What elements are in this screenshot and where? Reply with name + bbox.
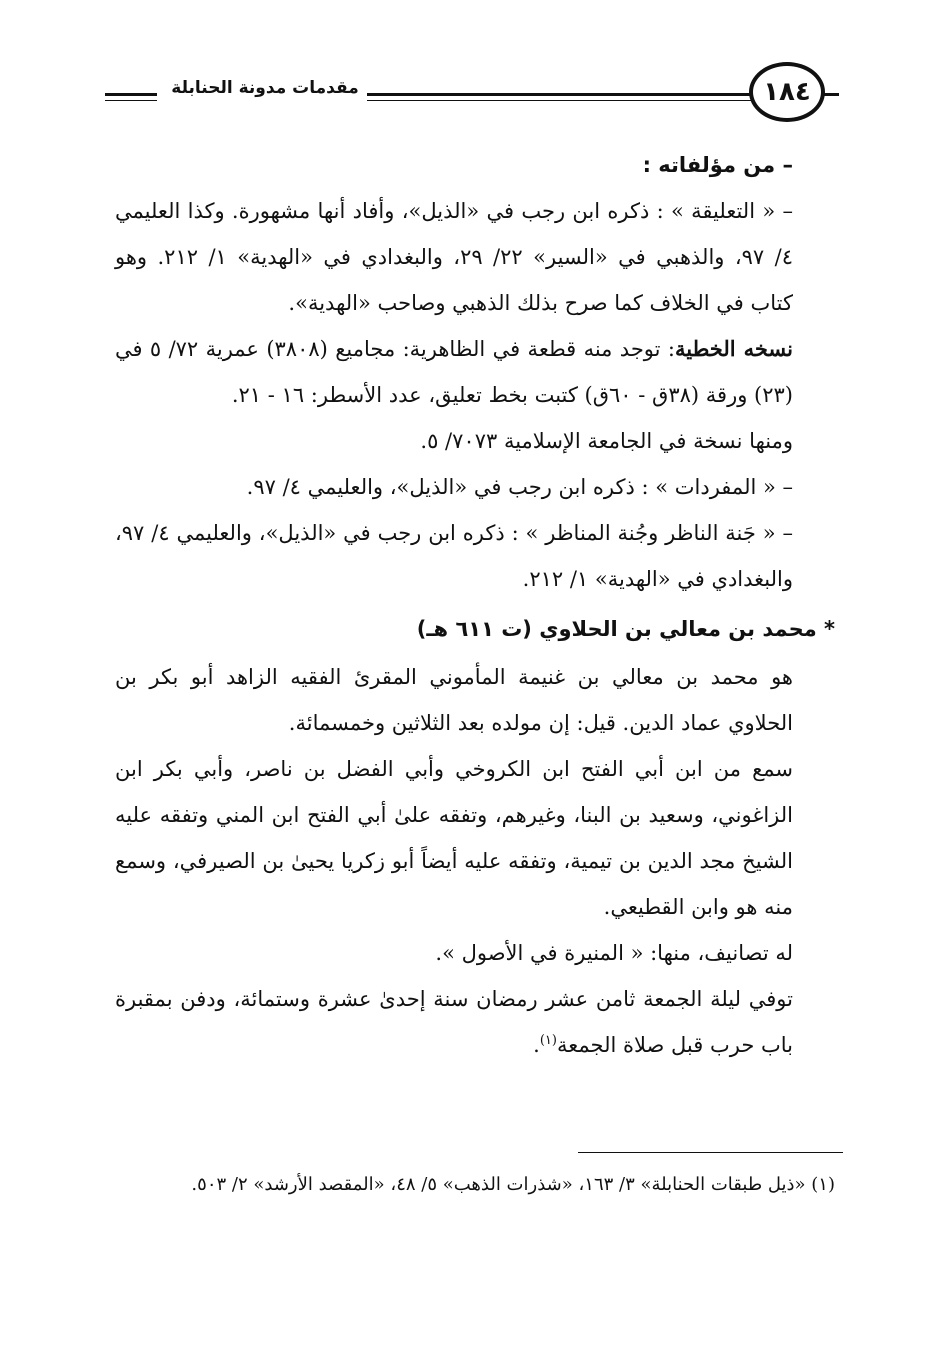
header-rule-left-thin — [105, 100, 157, 101]
header-rule-tail — [823, 93, 839, 96]
entry-heading: * محمد بن معالي بن الحلاوي (ت ٦١١ هـ) — [416, 617, 835, 641]
header-rule-right-thin — [367, 100, 752, 101]
header-rule-left — [105, 93, 157, 96]
paragraph-manuscripts — [115, 326, 835, 418]
death-text: توفي ليلة الجمعة ثامن عشر رمضان سنة إحدىٰ عشرة وستمائة، ودفن بمقبرة باب حرب قبل صلاة الجمعة — [115, 987, 793, 1057]
manuscripts-text: : توجد منه قطعة في الظاهرية: مجاميع (٣٨٠٨) عمرية ٧٢/ ٥ في (٢٣) ورقة (٣٨ق - ٦٠ق) كتبت بخط تعليق، عدد الأسطر: ١٦ - ٢١. — [115, 337, 793, 407]
paragraph-taliqa: – « التعليقة » : ذكره ابن رجب في «الذيل»، وأفاد أنها مشهورة. وكذا العليمي ٤/ ٩٧، والذهبي في «السير» ٢٢/ ٢٩، والبغدادي في «الهدية» ١/ ٢١٢. وهو كتاب في الخلاف كما صرح بذلك الذهبي وصاحب «الهدية». — [115, 199, 793, 315]
paragraph-copy: ومنها نسخة في الجامعة الإسلامية ٧٠٧٣/ ٥. — [420, 429, 793, 453]
paragraph-teachers: سمع من ابن أبي الفتح ابن الكروخي وأبي الفضل بن ناصر، وأبي بكر ابن الزاغوني، وسعيد بن البنا، وغيرهم، وتفقه علىٰ أبي الفتح ابن المني وتفقه عليه الشيخ مجد الدين بن تيمية، وتفقه عليه أيضاً أبو زكريا يحيىٰ بن الصيرفي، وسمع منه هو وابن القطيعي. — [115, 757, 794, 919]
works-heading: – من مؤلفاته : — [642, 153, 793, 177]
page-number: ١٨٤ — [749, 62, 825, 122]
paragraph-biography: هو محمد بن معالي بن غنيمة المأموني المقرئ الفقيه الزاهد أبو بكر بن الحلاوي عماد الدين. قيل: إن مولده بعد الثلاثين وخمسمائة. — [115, 665, 793, 735]
manuscripts-label: نسخه الخطية — [674, 336, 793, 361]
paragraph-death — [115, 976, 835, 1068]
header-rule-right — [367, 93, 752, 96]
page-header — [105, 60, 835, 130]
paragraph-jannat: – « جَنة الناظر وجُنة المناظر » : ذكره ابن رجب في «الذيل»، والعليمي ٤/ ٩٧، والبغدادي في «الهدية» ١/ ٢١٢. — [115, 521, 793, 591]
paragraph-mufradat: – « المفردات » : ذكره ابن رجب في «الذيل»، والعليمي ٤/ ٩٧. — [246, 475, 793, 499]
running-title: مقدمات مدونة الحنابلة — [171, 78, 359, 98]
main-text — [115, 142, 835, 1068]
footnote-separator — [578, 1152, 843, 1153]
paragraph-works: له تصانيف، منها: « المنيرة في الأصول ». — [435, 941, 793, 965]
death-period: . — [533, 1033, 540, 1057]
footnote-ref: (١) — [539, 1033, 557, 1048]
footnote: (١) «ذيل طبقات الحنابلة» ٣/ ١٦٣، «شذرات الذهب» ٥/ ٤٨، «المقصد الأرشد» ٢/ ٥٠٣. — [191, 1174, 835, 1195]
